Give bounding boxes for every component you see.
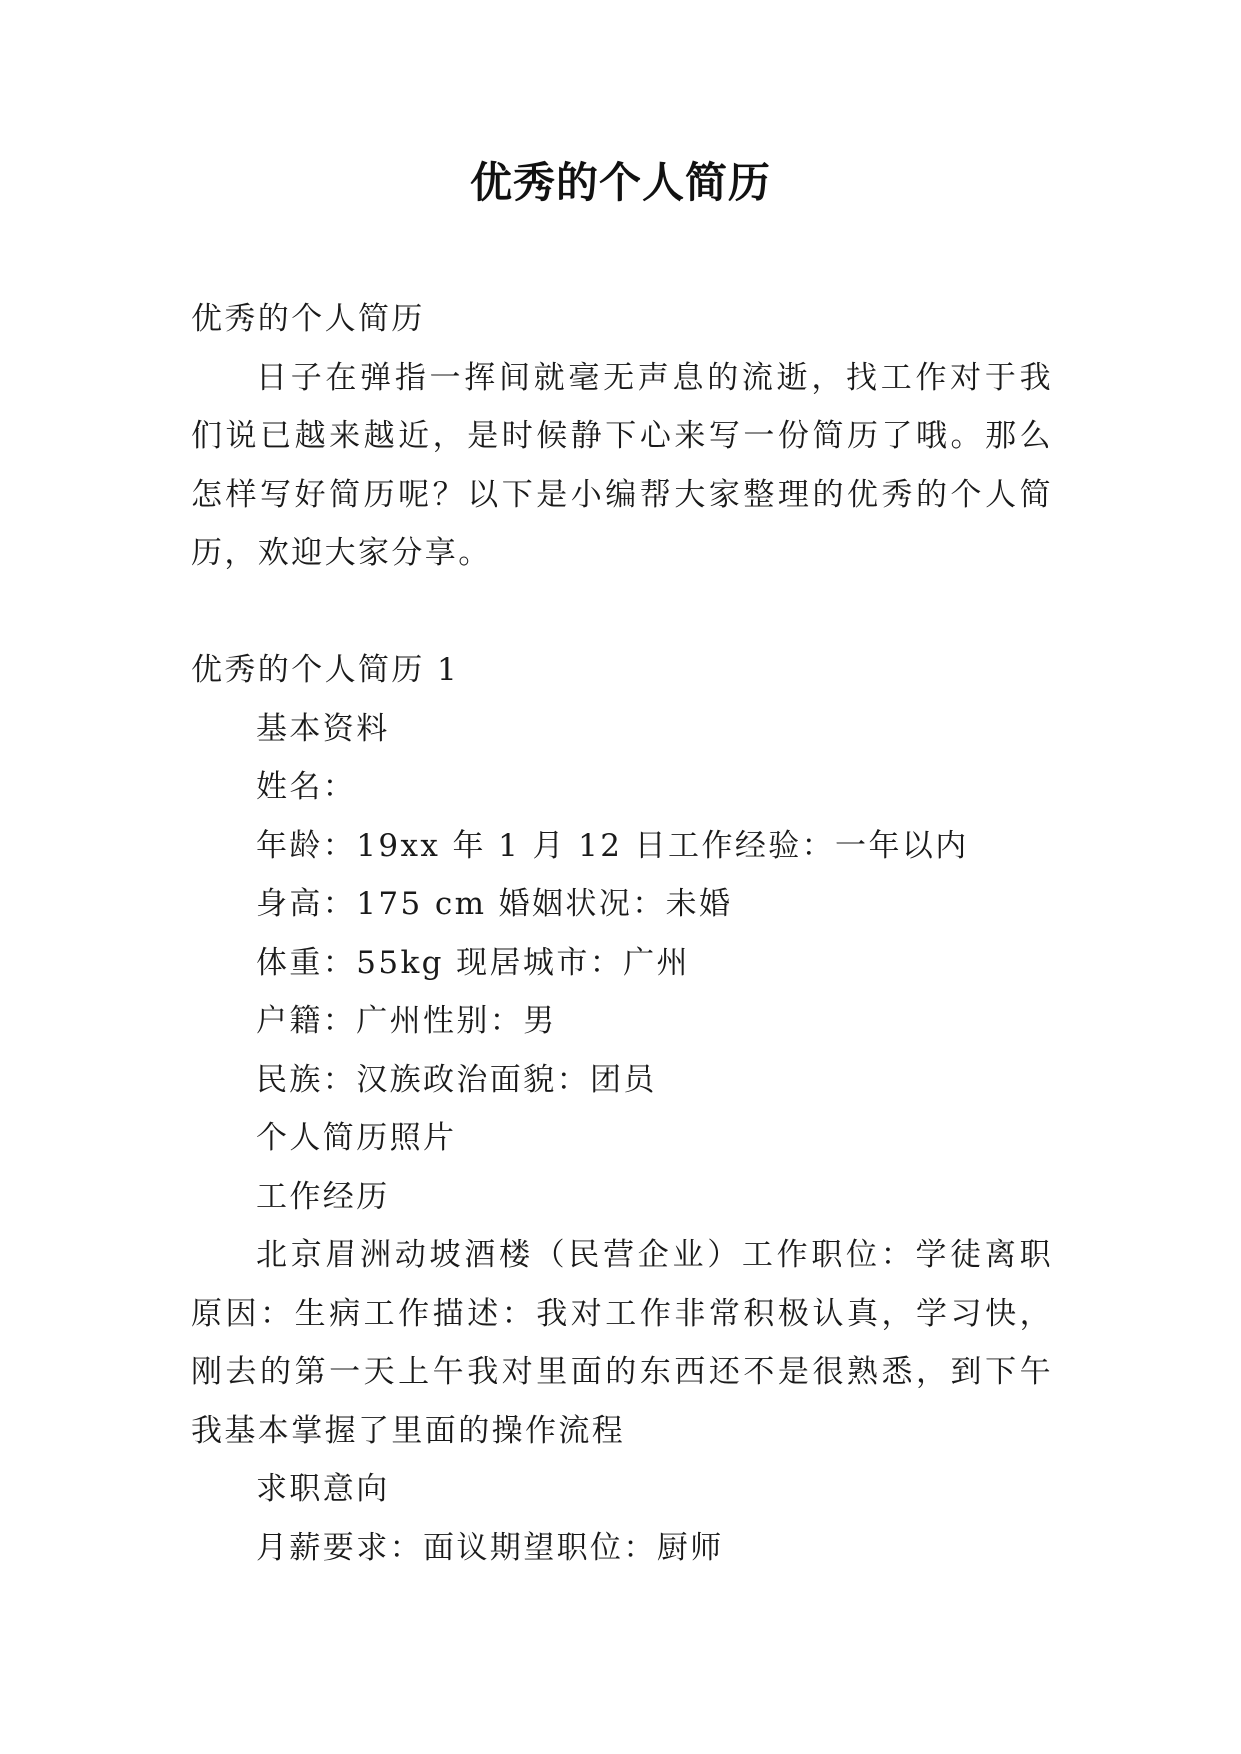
- subtitle: 优秀的个人简历: [191, 301, 425, 337]
- basic-info-age: 年龄：19xx 年 1 月 12 日工作经验：一年以内: [256, 827, 969, 864]
- basic-info-weight: 体重：55kg 现居城市：广州: [256, 944, 690, 981]
- document-body: [191, 290, 1053, 1577]
- basic-info-name: 姓名：: [256, 769, 357, 805]
- basic-info-height: 身高：175 cm 婚姻状况：未婚: [256, 886, 733, 922]
- intent-heading: 求职意向: [256, 1471, 390, 1507]
- photo-label: 个人简历照片: [256, 1120, 457, 1156]
- section-heading: 优秀的个人简历 1: [191, 652, 460, 688]
- paragraph-gap: [191, 583, 1053, 642]
- basic-info-hukou: 户籍：广州性别：男: [256, 1003, 557, 1039]
- intent-line: 月薪要求：面议期望职位：厨师: [256, 1529, 724, 1566]
- basic-info-ethnicity: 民族：汉族政治面貌：团员: [256, 1061, 657, 1098]
- basic-info-heading: 基本资料: [256, 710, 390, 747]
- work-description: 北京眉洲动坡酒楼（民营企业）工作职位：学徒离职原因：生病工作描述：我对工作非常积极认真，学习快，刚去的第一天上午我对里面的东西还不是很熟悉，到下午我基本掌握了里面的操作流程: [191, 1237, 1053, 1449]
- document-title: 优秀的个人简历: [469, 158, 771, 207]
- intro-paragraph: 日子在弹指一挥间就毫无声息的流逝，找工作对于我们说已越来越近，是时候静下心来写一份简历了哦。那么怎样写好简历呢？以下是小编帮大家整理的优秀的个人简历，欢迎大家分享。: [191, 359, 1053, 571]
- work-heading: 工作经历: [256, 1178, 390, 1215]
